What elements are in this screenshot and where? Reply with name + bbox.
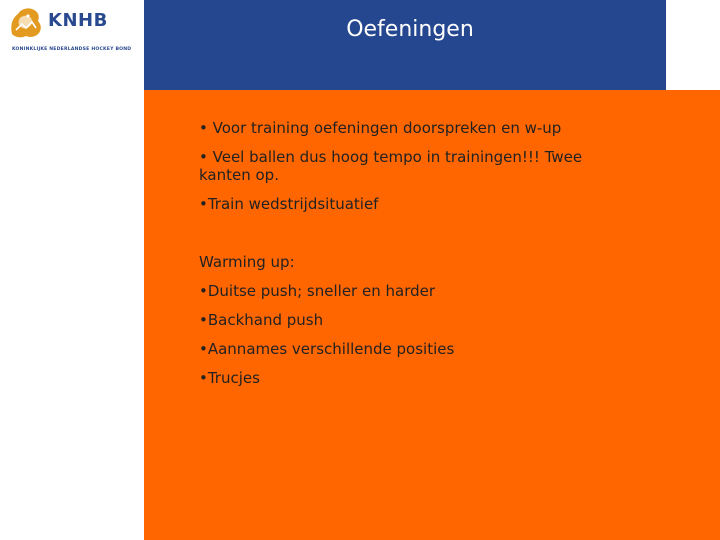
bullet-item: • Voor training oefeningen doorspreken en w-up — [199, 119, 562, 137]
title-bar — [144, 0, 666, 90]
bullet-item: •Train wedstrijdsituatief — [199, 195, 379, 213]
content-area — [144, 90, 720, 540]
bullet-item: •Aannames verschillende posities — [199, 340, 455, 358]
knhb-lion-icon — [6, 4, 46, 40]
bullet-item: • Veel ballen dus hoog tempo in trainingen!!! Twee kanten op. — [199, 148, 583, 184]
section-heading: Warming up: — [199, 253, 295, 271]
knhb-logo — [0, 0, 144, 90]
bullet-item: •Backhand push — [199, 311, 324, 329]
bullet-item: •Duitse push; sneller en harder — [199, 282, 436, 300]
slide-title: Oefeningen — [346, 17, 474, 42]
bullet-item: •Trucjes — [199, 369, 260, 387]
logo-tagline: KONINKLIJKE NEDERLANDSE HOCKEY BOND — [12, 47, 132, 52]
logo-name: KNHB — [48, 10, 108, 31]
